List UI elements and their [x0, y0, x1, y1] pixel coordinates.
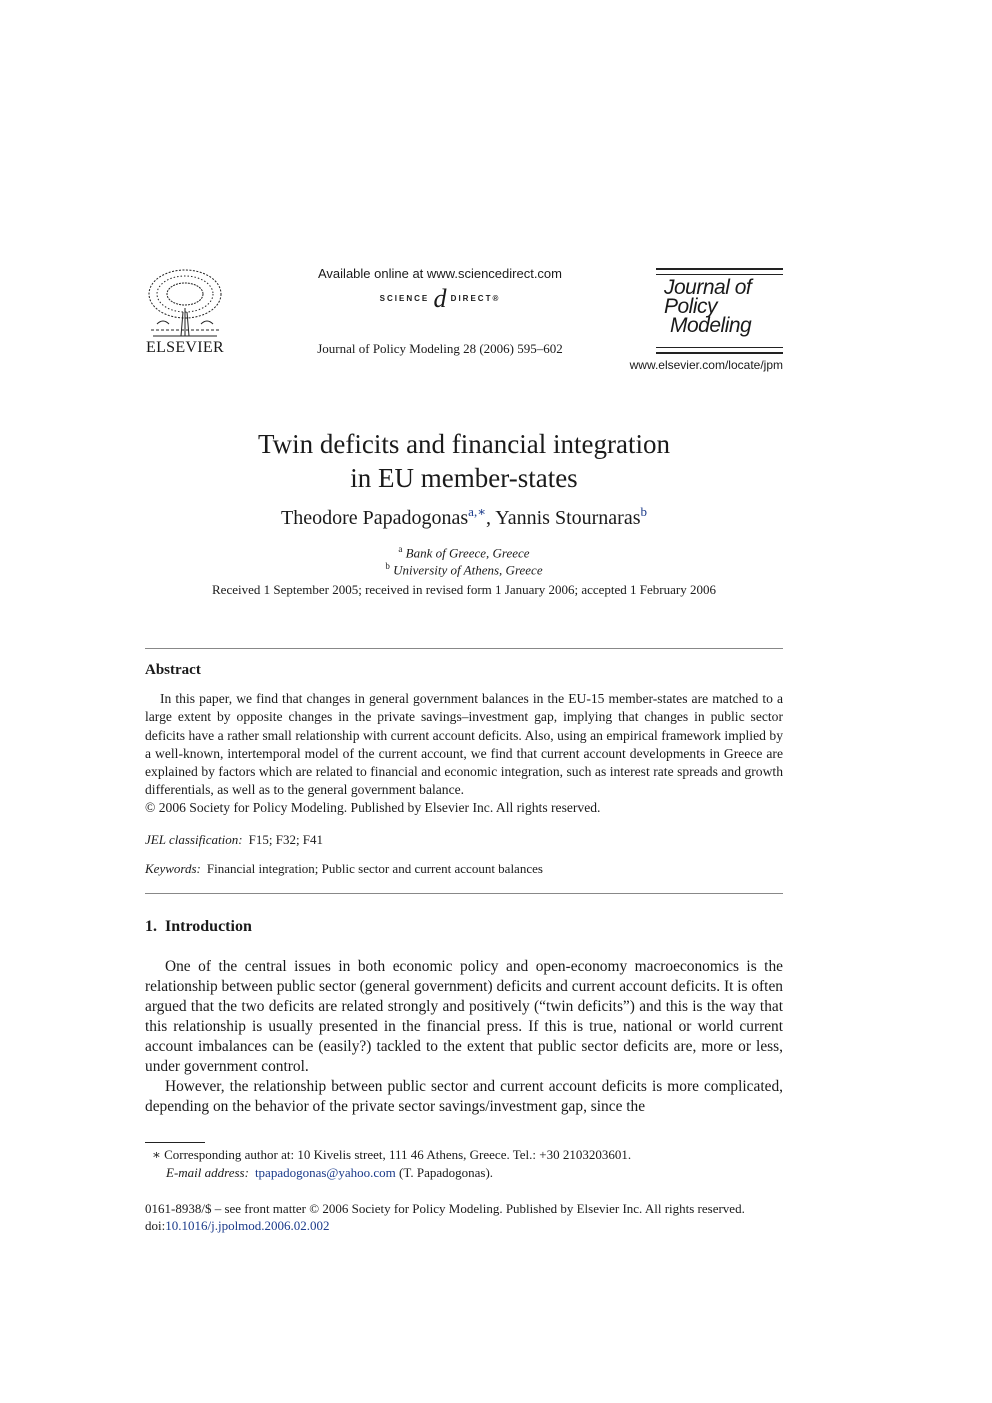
doi-label: doi:: [145, 1218, 166, 1233]
author-affiliation-link[interactable]: b: [640, 504, 647, 519]
footnote-text: Corresponding author at: 10 Kivelis street, 111 46 Athens, Greece. Tel.: +30 2103203601.: [164, 1147, 632, 1162]
affiliation-text: Bank of Greece, Greece: [405, 545, 530, 561]
footnote-email: [166, 1165, 493, 1181]
author-separator: ,: [486, 507, 496, 529]
intro-paragraph-2: However, the relationship between public sector and current account deficits is more complicated, depending on the behavior of the private sector savings/investment gap, since the: [145, 1078, 783, 1115]
author-name: Theodore Papadogonas: [281, 507, 469, 529]
section-heading: 1. Introduction: [145, 918, 252, 935]
jel-label: JEL classification:: [145, 832, 243, 847]
footnote-corresponding: [152, 1147, 631, 1163]
email-link[interactable]: tpapadogonas@yahoo.com: [254, 1165, 396, 1180]
keywords-label: Keywords:: [145, 861, 201, 876]
intro-paragraph-1: One of the central issues in both economic policy and open-economy macroeconomics is the relationship between public sector (general government) deficits and current account deficits. It is often argued that the two deficits are related strongly and positively (“twin deficits”) and this is the way that this relationship is usually presented in the financial press. If this is true, national or world current account imbalances can be (easily?) tackled to the extent that public sector deficits are, more or less, under government control.: [145, 958, 783, 1075]
author-name: Yannis Stournaras: [495, 507, 641, 529]
doi: [145, 1218, 330, 1234]
affiliation-mark: a: [398, 544, 403, 554]
journal-logo-line2: Policy: [664, 295, 718, 318]
affiliation-b: [146, 561, 782, 578]
author-affiliation-link[interactable]: a,∗: [468, 504, 487, 519]
sd-direct-text: DIRECT: [450, 294, 493, 304]
journal-logo-rule-bottom: [656, 347, 783, 354]
author-list: [146, 504, 782, 530]
affiliation-mark: b: [385, 561, 390, 571]
journal-reference: Journal of Policy Modeling 28 (2006) 595–602: [317, 341, 563, 356]
sd-d-glyph: d: [433, 284, 447, 313]
sd-registered-mark: ®: [492, 294, 501, 304]
keywords-value: Financial integration; Public sector and current account balances: [206, 861, 543, 876]
journal-logo-line3: Modeling: [670, 314, 752, 337]
journal-logo-line1: Journal of: [664, 276, 752, 299]
email-owner: (T. Papadogonas).: [395, 1165, 494, 1180]
abstract-heading: Abstract: [145, 662, 201, 678]
affiliation-a: [146, 544, 782, 561]
doi-link[interactable]: 10.1016/j.jpolmod.2006.02.002: [165, 1218, 330, 1233]
issn-notice: 0161-8938/$ – see front matter © 2006 Society for Policy Modeling. Published by Elsevier Inc. All rights reserved.: [145, 1201, 745, 1216]
copyright-notice: © 2006 Society for Policy Modeling. Published by Elsevier Inc. All rights reserved.: [145, 800, 601, 815]
publisher-name: ELSEVIER: [146, 339, 224, 356]
received-dates: Received 1 September 2005; received in revised form 1 January 2006; accepted 1 February 2006: [212, 582, 716, 597]
footnote-mark: ∗: [152, 1147, 161, 1162]
jel-classification: [145, 832, 323, 848]
paper-title-line1: Twin deficits and financial integration: [258, 429, 670, 459]
keywords: [145, 861, 543, 877]
paper-title-line2: in EU member-states: [350, 463, 578, 493]
journal-logo: [664, 278, 784, 335]
journal-logo-rule-top: [656, 268, 783, 275]
jel-value: F15; F32; F41: [248, 832, 324, 847]
sd-science-text: SCIENCE: [379, 294, 430, 304]
footnote-rule: [145, 1142, 205, 1143]
sciencedirect-logo: [300, 284, 580, 314]
divider: [145, 893, 783, 894]
email-label: E-mail address:: [166, 1165, 249, 1180]
affiliation-text: University of Athens, Greece: [393, 562, 543, 578]
divider: [145, 648, 783, 649]
available-online-text: Available online at www.sciencedirect.com: [318, 266, 562, 281]
abstract-text: In this paper, we find that changes in general government balances in the EU-15 member-states are matched to a large extent by opposite changes in the private savings–investment gap, implying that changes in public sector deficits have a rather small relationship with current account deficits. Also, using an empirical framework implied by a well-known, intertemporal model of the current account, we find that current account developments in Greece are explained by factors which are related to financial and economic integration, such as interest rate spreads and growth differentials, as well as to the general government balance.: [145, 691, 783, 798]
journal-url[interactable]: www.elsevier.com/locate/jpm: [629, 358, 783, 372]
paper-title: [146, 427, 782, 495]
